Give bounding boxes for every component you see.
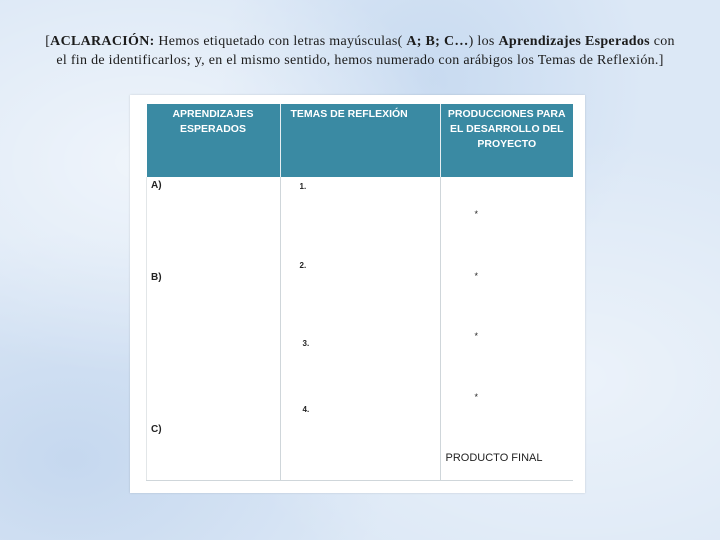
producciones-cell <box>440 177 573 481</box>
tema-number-1: 1. <box>299 182 307 191</box>
produccion-bullet-1: * <box>474 209 479 219</box>
planning-table <box>146 104 573 481</box>
produccion-bullet-2: * <box>474 271 479 281</box>
table-header-row <box>147 104 574 177</box>
tema-number-2: 2. <box>299 261 307 270</box>
producto-final-label: PRODUCTO FINAL <box>445 452 543 464</box>
note-text-3: con el fin de identificarlos; y, en el mismo sentido, hemos numerado con arábigos los Temas de Reflexión.] <box>56 34 675 68</box>
clarification-note <box>40 32 680 70</box>
note-bold-letters: A; B; C… <box>406 34 469 49</box>
note-text-1: Hemos etiquetado con letras mayúsculas( <box>154 34 407 49</box>
aprendizaje-label-c: C) <box>151 424 162 435</box>
tema-number-3: 3. <box>302 339 310 348</box>
header-aprendizajes: APRENDIZAJES ESPERADOS <box>147 104 281 177</box>
note-bold-aprendizajes: Aprendizajes Esperados <box>498 34 650 49</box>
table-image-card <box>130 95 585 493</box>
aprendizaje-label-b: B) <box>151 272 162 283</box>
header-temas: TEMAS DE REFLEXIÓN <box>280 104 440 177</box>
tema-number-4: 4. <box>302 405 310 414</box>
table-body-row <box>147 177 574 481</box>
temas-cell <box>280 177 440 481</box>
note-open: [ <box>45 34 51 49</box>
header-producciones: PRODUCCIONES PARA EL DESARROLLO DEL PROYECTO <box>440 104 573 177</box>
aprendizajes-cell <box>147 177 281 481</box>
produccion-bullet-4: * <box>474 392 479 402</box>
note-bold-aclaracion: ACLARACIÓN: <box>50 34 155 49</box>
note-text-2: ) los <box>468 34 499 49</box>
aprendizaje-label-a: A) <box>151 180 162 191</box>
produccion-bullet-3: * <box>474 331 479 341</box>
